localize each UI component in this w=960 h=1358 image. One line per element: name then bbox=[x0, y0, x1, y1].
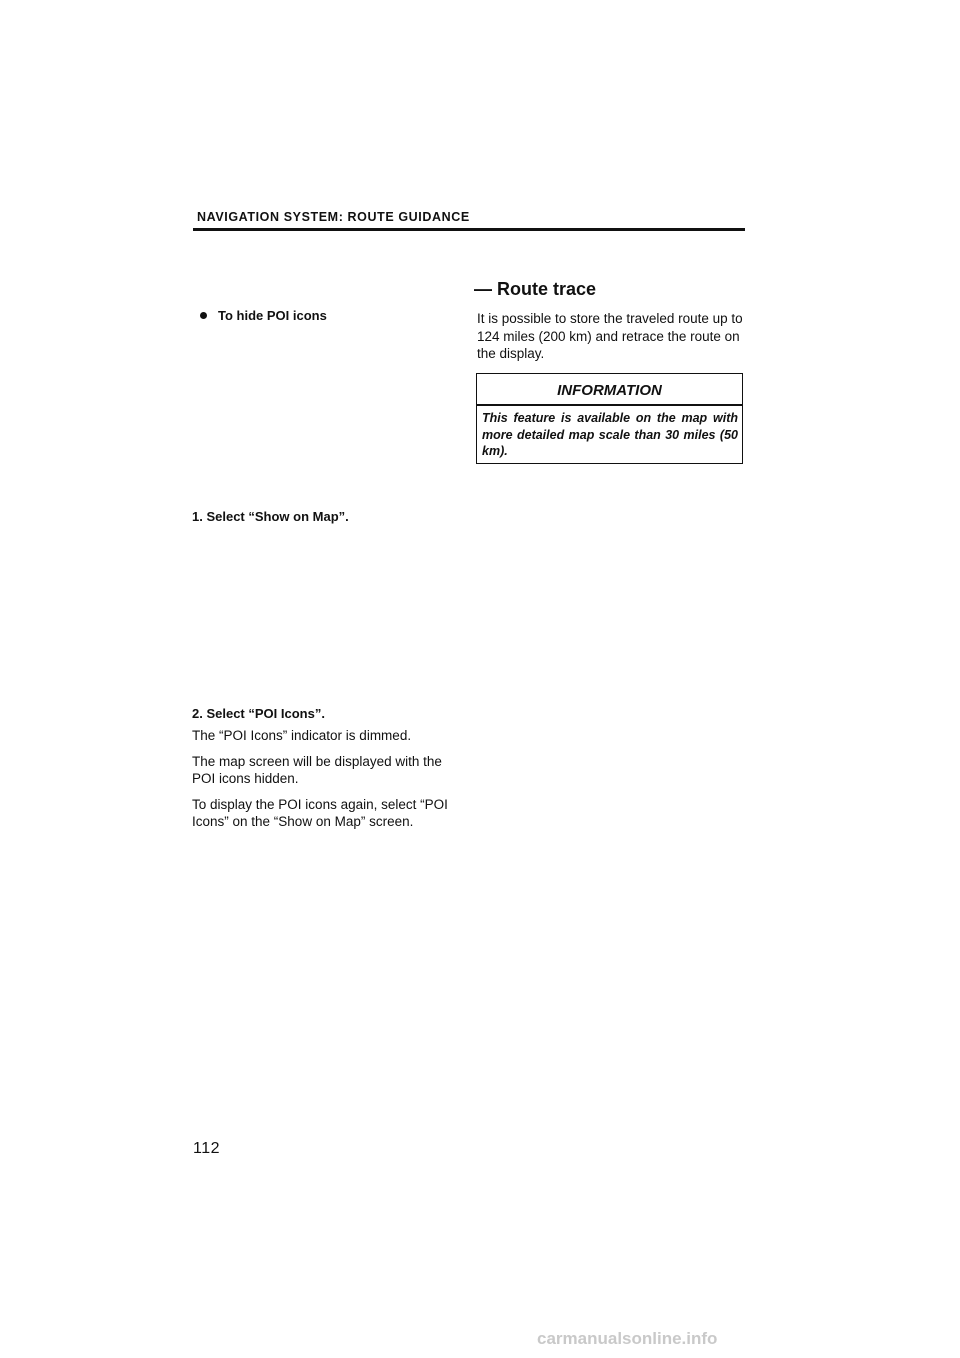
section-title: — Route trace bbox=[474, 279, 597, 299]
information-title: INFORMATION bbox=[557, 382, 662, 399]
step-2: 2. Select “POI Icons”. bbox=[192, 706, 325, 721]
bullet-heading-text: To hide POI icons bbox=[218, 308, 327, 323]
watermark: carmanualsonline.info bbox=[537, 1329, 718, 1348]
information-box bbox=[476, 373, 743, 464]
step-1: 1. Select “Show on Map”. bbox=[192, 509, 349, 524]
bullet-heading bbox=[200, 308, 327, 323]
page-number: 112 bbox=[193, 1140, 221, 1157]
running-header: NAVIGATION SYSTEM: ROUTE GUIDANCE bbox=[197, 210, 470, 224]
bullet-dot-icon bbox=[200, 312, 207, 319]
intro-paragraph: It is possible to store the traveled route up to 124 miles (200 km) and retrace the route on the display. bbox=[477, 311, 743, 361]
header-rule bbox=[193, 228, 745, 231]
paragraph-icons-hidden: The map screen will be displayed with the POI icons hidden. bbox=[192, 754, 442, 786]
information-rule bbox=[477, 404, 742, 406]
information-text: This feature is available on the map with more detailed map scale than 30 miles (50 km). bbox=[482, 411, 738, 458]
paragraph-display-again: To display the POI icons again, select “POI Icons” on the “Show on Map” screen. bbox=[192, 797, 448, 829]
paragraph-indicator-dimmed: The “POI Icons” indicator is dimmed. bbox=[192, 728, 412, 743]
